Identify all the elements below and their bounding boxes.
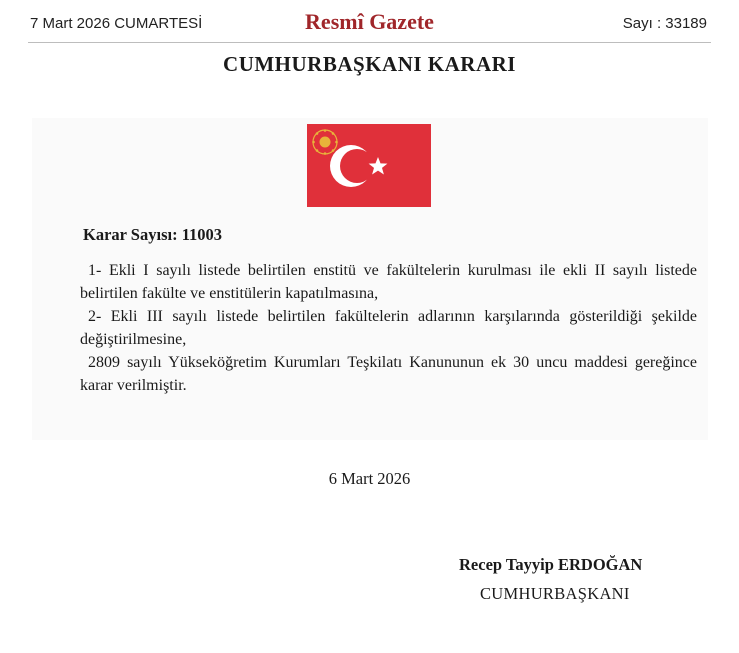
decision-paragraph-1: 1- Ekli I sayılı listede belirtilen enstitü ve fakültelerin kurulması ile ekli II sayılı listede belirtilen fakülte ve enstitülerin kapatılmasına, (80, 262, 697, 302)
signer-title: CUMHURBAŞKANI (480, 584, 630, 603)
decision-paragraph-2: 2- Ekli III sayılı listede belirtilen fakültelerin adlarının karşılarında gösterildiği şekilde değiştirilmesine, (80, 308, 697, 348)
issue-number: Sayı : 33189 (622, 15, 707, 32)
document-title: CUMHURBAŞKANI KARARI (223, 52, 516, 76)
signer-name: Recep Tayyip ERDOĞAN (459, 555, 643, 574)
turkish-flag-with-presidential-seal-icon (307, 124, 431, 207)
signed-date: 6 Mart 2026 (328, 469, 411, 488)
gazette-name: Resmî Gazete (305, 9, 434, 34)
decision-paragraph-3: 2809 sayılı Yükseköğretim Kurumları Teşkilatı Kanununun ek 30 uncu maddesi gereğince karar verilmiştir. (80, 354, 697, 394)
header-date: 7 Mart 2026 CUMARTESİ (30, 15, 203, 32)
header-divider (28, 42, 711, 43)
decision-number: Karar Sayısı: 11003 (83, 225, 223, 244)
